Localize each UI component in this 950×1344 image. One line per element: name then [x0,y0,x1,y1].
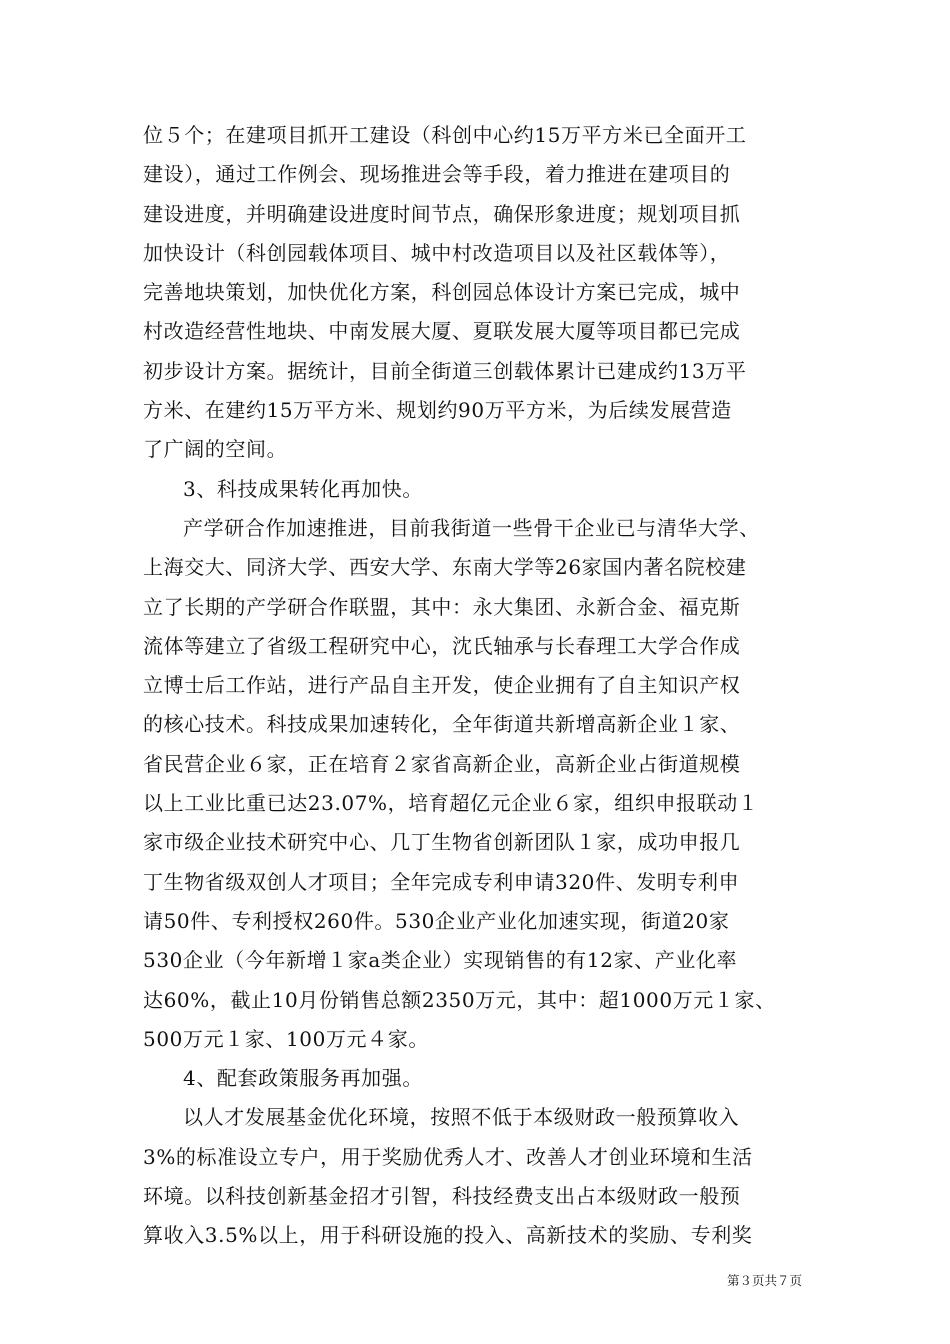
text-line: 以人才发展基金优化环境，按照不低于本级财政一般预算收入 [183,1105,740,1130]
paragraph-policy-services [143,1098,817,1255]
page-number-footer: 第３页共７页 [726,1273,802,1288]
text-line: 位５个；在建项目抓开工建设（科创中心约15万平方米已全面开工 [143,123,747,147]
text-line: 3%的标准设立专户，用于奖励优秀人才、改善人才创业环境和生活 [143,1144,753,1169]
text-line: 完善地块策划，加快优化方案，科创园总体设计方案已完成，城中 [143,280,741,305]
text-line: 省民营企业６家，正在培育２家省高新企业，高新企业占街道规模 [143,751,741,776]
text-line: 初步设计方案。据统计，目前全街道三创载体累计已建成约13万平 [143,358,747,383]
text-line: 了广阔的空间。 [143,437,288,462]
text-line: 建设），通过工作例会、现场推进会等手段，着力推进在建项目的 [143,162,731,187]
text-line: 产学研合作加速推进，目前我街道一些骨干企业已与清华大学、 [183,515,760,540]
text-line: 以上工业比重已达23.07%，培育超亿元企业６家，组织申报联动１ [143,791,759,816]
text-line: 立博士后工作站，进行产品自主开发，使企业拥有了自主知识产权 [143,673,741,698]
text-line: 500万元１家、100万元４家。 [143,1026,429,1051]
text-line: 家市级企业技术研究中心、几丁生物省创新团队１家，成功申报几 [143,830,741,855]
paragraph-tech-transfer [143,509,817,1059]
text-line: 村改造经营性地块、中南发展大厦、夏联发展大厦等项目都已完成 [143,319,741,344]
text-line: 加快设计（科创园载体项目、城中村改造项目以及社区载体等）， [143,240,731,265]
text-line: 530企业（今年新增１家a类企业）实现销售的有12家、产业化率 [143,948,738,973]
section-heading-3: 3、科技成果转化再加快。 [183,476,423,501]
text-line: 算收入3.5%以上，用于科研设施的投入、高新技术的奖励、专利奖 [143,1223,753,1248]
text-line: 上海交大、同济大学、西安大学、东南大学等26家国内著名院校建 [143,555,747,580]
text-line: 方米、在建约15万平方米、规划约90万平方米，为后续发展营造 [143,398,732,423]
text-line: 的核心技术。科技成果加速转化，全年街道共新增高新企业１家、 [143,712,741,737]
text-line: 丁生物省级双创人才项目；全年完成专利申请320件、发明专利申 [143,869,740,894]
text-line: 建设进度，并明确建设进度时间节点，确保形象进度；规划项目抓 [143,201,741,226]
text-line: 请50件、专利授权260件。530企业产业化加速实现，街道20家 [143,908,730,933]
text-line: 立了长期的产学研合作联盟，其中：永大集团、永新合金、福克斯 [143,594,741,619]
section-heading-4: 4、配套政策服务再加强。 [183,1066,423,1091]
document-body [143,116,817,1256]
text-line: 环境。以科技创新基金招才引智，科技经费支出占本级财政一般预 [143,1184,741,1209]
text-line: 流体等建立了省级工程研究中心，沈氏轴承与长春理工大学合作成 [143,633,741,658]
paragraph-carrier-projects [143,116,817,470]
text-line: 达60%，截止10月份销售总额2350万元，其中：超1000万元１家、 [143,987,776,1012]
